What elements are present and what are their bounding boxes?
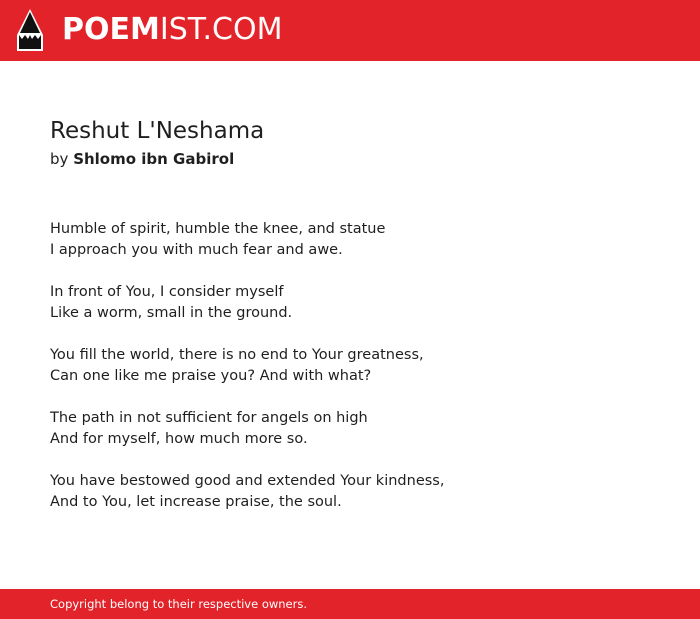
stanza — [50, 471, 444, 513]
stanza — [50, 219, 444, 261]
poem-line: Like a worm, small in the ground. — [50, 305, 293, 321]
stanza — [50, 345, 444, 387]
pencil-logo-icon[interactable] — [17, 9, 43, 51]
byline-by: by — [50, 150, 69, 168]
poem-line: The path in not sufficient for angels on high — [50, 410, 368, 426]
site-logo[interactable] — [62, 12, 282, 48]
poem-line: Humble of spirit, humble the knee, and statue — [50, 221, 386, 237]
poem-line: And for myself, how much more so. — [50, 431, 308, 447]
poem-line: In front of You, I consider myself — [50, 284, 284, 300]
site-header — [0, 0, 700, 61]
stanza — [50, 408, 444, 450]
poem-byline — [50, 149, 234, 169]
poem-line: You have bestowed good and extended Your kindness, — [50, 473, 445, 489]
copyright-notice: Copyright belong to their respective owners. — [50, 597, 308, 611]
site-footer — [0, 589, 700, 619]
poem-line: Can one like me praise you? And with what? — [50, 368, 372, 384]
poem-line: You fill the world, there is no end to Your greatness, — [50, 347, 424, 363]
stanza — [50, 282, 444, 324]
poem-line: I approach you with much fear and awe. — [50, 242, 343, 258]
poem-author: Shlomo ibn Gabirol — [73, 150, 235, 168]
logo-bold-text: POEM — [62, 12, 160, 47]
poem-line: And to You, let increase praise, the soul. — [50, 494, 342, 510]
logo-light-text: IST.COM — [159, 12, 283, 47]
poem-title: Reshut L'Neshama — [50, 118, 265, 144]
poem-body — [50, 219, 444, 534]
